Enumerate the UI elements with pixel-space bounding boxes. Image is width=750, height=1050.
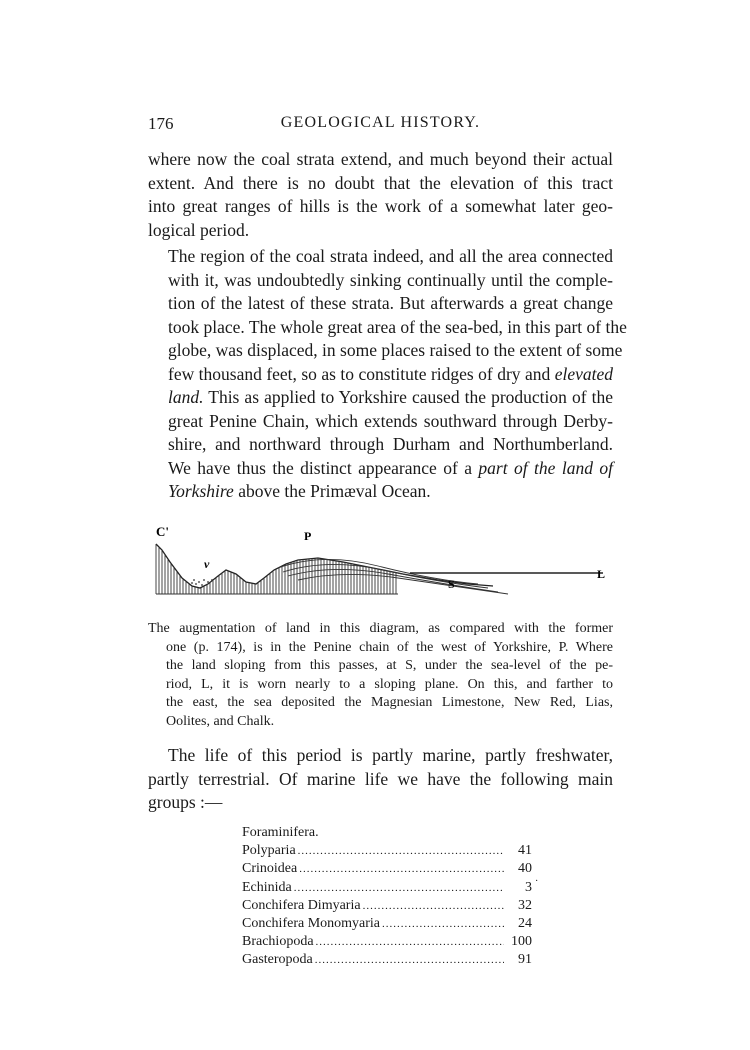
table-title: Foraminifera. [242,825,319,840]
caption-line: the land sloping from this passes, at S, under the sea-level of the pe- [166,658,613,673]
text-line: took place. The whole great area of the sea-bed, in this part of the [168,316,627,337]
group-name: Polyparia [242,843,296,859]
label-v: v [204,557,210,571]
group-count: 40 [518,861,532,877]
diagram-svg [148,522,613,602]
caption-line: Oolites, and Chalk. [166,713,275,729]
caption-line: riod, L, it is worn nearly to a sloping plane. On this, and farther to [166,676,613,692]
text-line: partly terrestrial. Of marine life we have the following main [148,768,613,789]
label-s: S [448,577,455,591]
text-line: great Penine Chain, which extends southward through Derby- [168,410,613,431]
text-line: shire, and northward through Durham and Northumberland. [168,434,613,454]
group-count: 91 [518,952,532,968]
table-row [242,860,532,878]
paragraph-2 [148,245,627,504]
table-row [242,897,532,915]
dot-leader [316,933,504,951]
paragraph-3 [148,744,613,815]
dot-leader [298,842,504,860]
group-name: Crinoidea [242,861,298,877]
text-line: tion of the latest of these strata. But afterwards a great change [168,293,613,313]
emphasis-text: Yorkshire [168,481,234,501]
table-row [242,933,532,951]
dot-leader [299,860,504,878]
dot-leader [382,915,504,933]
stray-mark: · [535,876,539,887]
emphasis-text: land. [168,387,204,407]
page-header [148,114,613,138]
text-line: logical period. [148,219,250,240]
marine-groups-table [242,824,532,970]
text-line: with it, was undoubtedly sinking continually until the comple- [168,269,613,290]
group-name: Gasteropoda [242,952,313,968]
paragraph-1 [148,148,613,242]
text-run: We have thus the distinct appearance of a [168,457,479,478]
group-count: 32 [518,897,532,913]
table-row [242,879,532,897]
text-line: The life of this period is partly marine, partly freshwater, [168,745,613,765]
text-line: into great ranges of hills is the work of a somewhat later geo- [148,196,613,216]
dot-leader [315,951,504,969]
page-number: 176 [148,114,174,133]
text-line: groups :— [148,792,223,812]
text-run: few thousand feet, so as to constitute ridges of dry and [168,363,555,384]
group-name: Conchifera Dimyaria [242,897,361,913]
text-line [148,457,613,481]
group-name: Conchifera Monomyaria [242,915,381,931]
dot-leader [294,879,504,897]
caption-line: The augmentation of land in this diagram, as compared with the former [148,621,613,636]
caption-line: the east, the sea deposited the Magnesian Limestone, New Red, Lias, [166,695,613,710]
group-name: Echinida [242,879,292,895]
text-line: extent. And there is no doubt that the elevation of this tract [148,172,613,193]
group-count: 3 [525,879,532,895]
text-run: above the Primæval Ocean. [233,481,431,501]
table-row [242,842,532,860]
cross-section-diagram [148,522,613,602]
text-run: This as applied to Yorkshire caused the production of the [203,387,613,407]
text-line [148,363,613,387]
table-row [242,951,532,969]
caption-line: one (p. 174), is in the Penine chain of the west of Yorkshire, P. Where [166,639,613,655]
emphasis-text: elevated [554,363,613,384]
text-line [148,480,613,504]
group-count: 41 [518,843,532,859]
text-line: where now the coal strata extend, and much beyond their actual [148,149,613,169]
group-name: Brachiopoda [242,934,314,950]
label-l: L [597,567,606,581]
emphasis-text: part of the land of [478,457,614,478]
group-count: 100 [511,934,532,950]
text-line: The region of the coal strata indeed, and all the area connected [168,246,613,266]
running-head: GEOLOGICAL HISTORY. [280,114,481,131]
text-line: globe, was displaced, in some places raised to the extent of some [168,340,623,360]
dot-leader [363,897,504,915]
body-text [148,148,627,504]
label-p: P [304,529,312,543]
label-c: C' [156,524,169,539]
text-line [148,386,613,410]
figure-caption [148,620,613,731]
table-row [242,915,532,933]
group-count: 24 [518,915,532,931]
